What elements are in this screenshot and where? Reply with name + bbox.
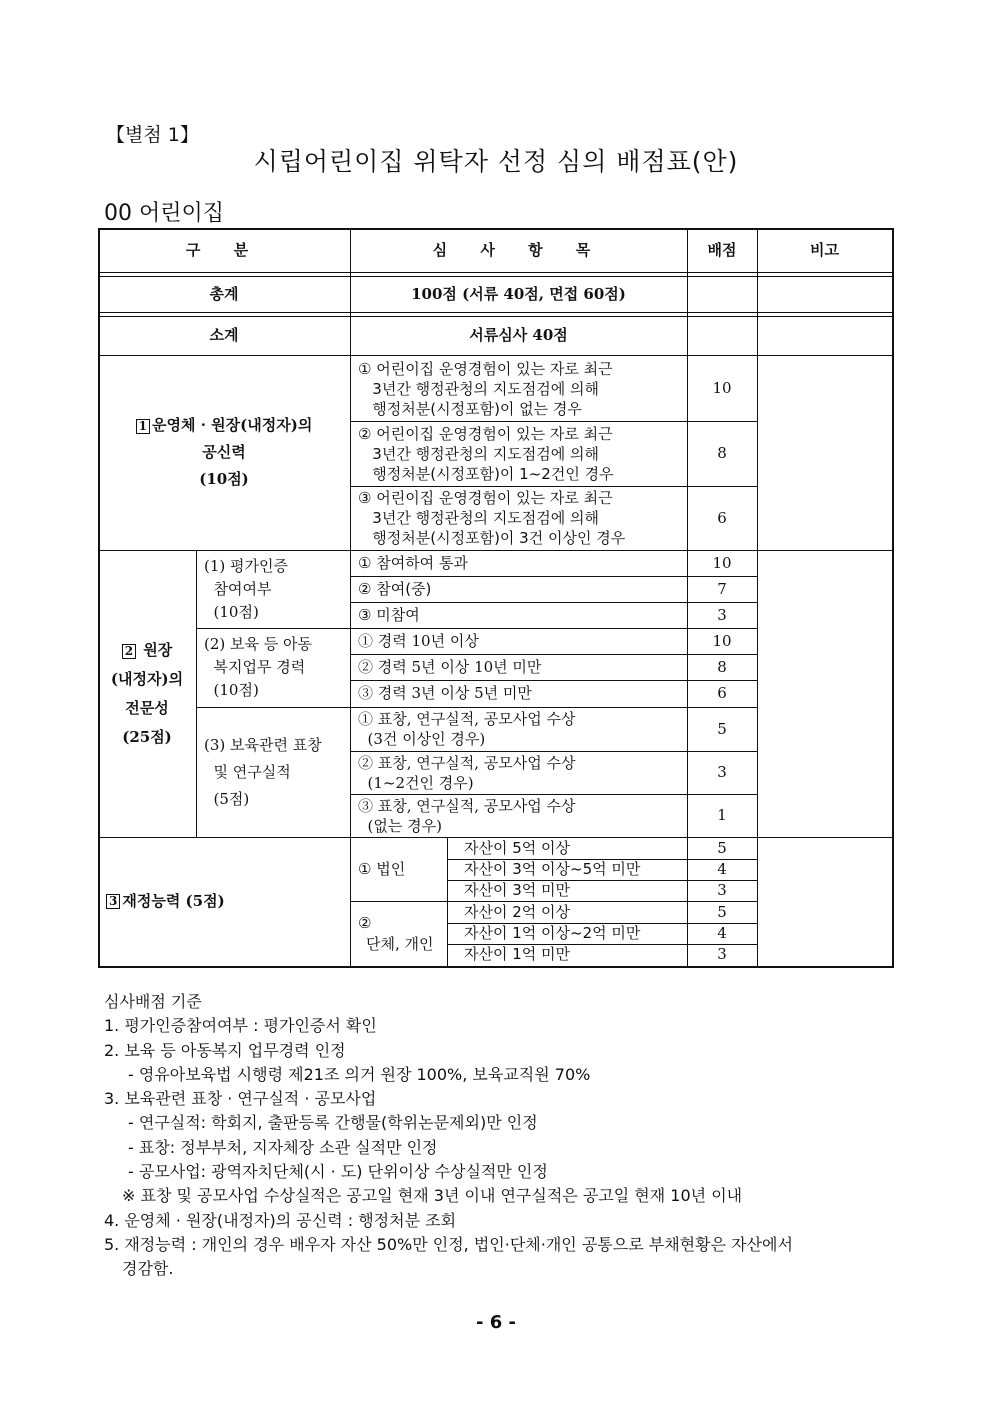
sec3-g1-score-2: 4 xyxy=(717,860,727,878)
sec3-group-2-label-line1: ② xyxy=(358,913,372,932)
sec2-g1-row-1: ① 참여하여 통과 xyxy=(358,553,468,572)
sec3-group-1-label: ① 법인 xyxy=(358,859,406,878)
sec3-group-2-label-line2: 단체, 개인 xyxy=(366,934,434,953)
sec2-g1-row-3: ③ 미참여 xyxy=(358,605,420,624)
note-2: 2. 보육 등 아동복지 업무경력 인정 xyxy=(104,1040,346,1060)
note-3-detail-1: - 연구실적: 학회지, 출판등록 간행물(학위논문제외)만 인정 xyxy=(128,1113,538,1133)
score-table xyxy=(98,228,892,966)
total-item: 100점 (서류 40점, 면접 60점) xyxy=(411,284,626,303)
attachment-label: 【별첨 1】 xyxy=(106,124,199,146)
section-2-label-line4: (25점) xyxy=(122,727,172,746)
sec3-g1-row-2: 자산이 3억 이상~5억 미만 xyxy=(464,860,641,878)
sec2-g2-row-2: ② 경력 5년 이상 10년 미만 xyxy=(358,657,542,676)
page-number: - 6 - xyxy=(476,1312,516,1333)
col-header-score: 배점 xyxy=(707,240,737,259)
sec3-g1-row-3: 자산이 3억 미만 xyxy=(464,881,571,899)
sec1-score-1: 10 xyxy=(712,379,732,397)
sec1-row-3: ③ 어린이집 운영경험이 있는 자로 최근 3년간 행정관청의 지도점검에 의해 행정처분(시정포함)이 3건 이상인 경우 xyxy=(358,489,626,547)
sec1-score-2: 8 xyxy=(717,444,727,462)
section-2-label-line3: 전문성 xyxy=(125,698,169,717)
sec2-g1-score-3: 3 xyxy=(717,605,727,624)
total-label: 총계 xyxy=(209,284,239,303)
sec1-score-3: 6 xyxy=(717,508,727,527)
sec2-g3-row-3: ③ 표창, 연구실적, 공모사업 수상 (없는 경우) xyxy=(358,796,576,835)
col-header-item: 심 사 항 목 xyxy=(432,240,605,259)
sec3-g2-score-3: 3 xyxy=(717,945,727,963)
section-1-number: 1 xyxy=(136,419,150,434)
section-3-number: 3 xyxy=(106,894,120,909)
sec2-g3-score-2: 3 xyxy=(717,763,727,781)
sec3-g1-score-1: 5 xyxy=(717,838,727,857)
note-3: 3. 보육관련 표창 · 연구실적 · 공모사업 xyxy=(104,1089,377,1109)
sec2-g3-score-3: 1 xyxy=(717,806,727,824)
sec2-group-1-label: (1) 평가인증 참여여부 (10점) xyxy=(204,556,288,621)
section-2-label-line2: (내정자)의 xyxy=(110,669,184,688)
sec2-g3-row-2: ② 표창, 연구실적, 공모사업 수상 (1~2건인 경우) xyxy=(358,753,576,792)
note-5-continued: 경감함. xyxy=(122,1259,174,1279)
col-header-note: 비고 xyxy=(810,240,839,259)
col-header-category: 구 분 xyxy=(185,240,263,259)
sec2-g3-score-1: 5 xyxy=(717,719,727,738)
sec2-g1-score-2: 7 xyxy=(717,579,727,598)
subtotal-label: 소계 xyxy=(209,326,239,344)
sec3-g2-row-2: 자산이 1억 이상~2억 미만 xyxy=(464,924,641,942)
section-1-label-line1: 운영체 · 원장(내정자)의 xyxy=(152,416,313,434)
sec2-g2-row-3: ③ 경력 3년 이상 5년 미만 xyxy=(358,684,532,702)
sec3-g2-row-1: 자산이 2억 이상 xyxy=(464,902,571,921)
sec3-g1-score-3: 3 xyxy=(717,881,727,899)
sec2-g2-score-3: 6 xyxy=(717,684,727,702)
sec2-g2-row-1: ① 경력 10년 이상 xyxy=(358,631,479,650)
sec1-row-2: ② 어린이집 운영경험이 있는 자로 최근 3년간 행정관청의 지도점검에 의해 행정처분(시정포함)이 1~2건인 경우 xyxy=(358,424,614,483)
note-3-remark: ※ 표창 및 공모사업 수상실적은 공고일 현재 3년 이내 연구실적은 공고일 현재 10년 이내 xyxy=(122,1186,743,1206)
sec3-group-2-label xyxy=(350,901,447,966)
notes-heading: 심사배점 기준 xyxy=(104,992,202,1011)
note-1: 1. 평가인증참여여부 : 평가인증서 확인 xyxy=(104,1016,377,1036)
subtotal-item: 서류심사 40점 xyxy=(469,326,568,344)
section-1-label-line3: (10점) xyxy=(199,470,249,488)
section-2-number: 2 xyxy=(122,644,136,659)
section-3-label xyxy=(106,837,350,966)
section-3-label-text: 재정능력 (5점) xyxy=(122,892,225,910)
sec2-g1-row-2: ② 참여(중) xyxy=(358,579,432,598)
sec3-g2-score-1: 5 xyxy=(717,902,727,921)
sec2-g2-score-2: 8 xyxy=(717,657,727,676)
note-2-detail: - 영유아보육법 시행령 제21조 의거 원장 100%, 보육교직원 70% xyxy=(128,1064,591,1084)
note-4: 4. 운영체 · 원장(내정자)의 공신력 : 행정처분 조회 xyxy=(104,1210,457,1230)
note-3-detail-3: - 공모사업: 광역자치단체(시 · 도) 단위이상 수상실적만 인정 xyxy=(128,1162,548,1182)
org-name: 00 어린이집 xyxy=(104,201,224,226)
sec3-g1-row-1: 자산이 5억 이상 xyxy=(464,838,571,857)
note-5: 5. 재정능력 : 개인의 경우 배우자 자산 50%만 인정, 법인·단체·개인 공통으로 부채현황은 자산에서 xyxy=(104,1234,793,1254)
section-2-label-line1: 원장 xyxy=(143,640,173,659)
sec3-g2-score-2: 4 xyxy=(717,924,727,942)
section-2-label xyxy=(98,550,196,837)
sec3-g2-row-3: 자산이 1억 미만 xyxy=(464,945,571,963)
scoring-criteria-notes xyxy=(104,990,904,1282)
sec2-g1-score-1: 10 xyxy=(712,553,732,572)
note-3-detail-2: - 표창: 정부부처, 지자체장 소관 실적만 인정 xyxy=(128,1137,438,1157)
page-title: 시립어린이집 위탁자 선정 심의 배점표(안) xyxy=(253,147,739,176)
sec2-group-2-label: (2) 보육 등 아동 복지업무 경력 (10점) xyxy=(204,635,313,699)
sec2-g3-row-1: ① 표창, 연구실적, 공모사업 수상 (3건 이상인 경우) xyxy=(358,710,576,748)
section-1-label-line2: 공신력 xyxy=(202,443,246,461)
section-1-label xyxy=(98,355,350,550)
sec1-row-1: ① 어린이집 운영경험이 있는 자로 최근 3년간 행정관청의 지도점검에 의해 행정처분(시정포함)이 없는 경우 xyxy=(358,359,613,418)
sec2-g2-score-1: 10 xyxy=(712,631,732,650)
sec2-group-3-label: (3) 보육관련 표창 및 연구실적 (5점) xyxy=(204,735,322,808)
